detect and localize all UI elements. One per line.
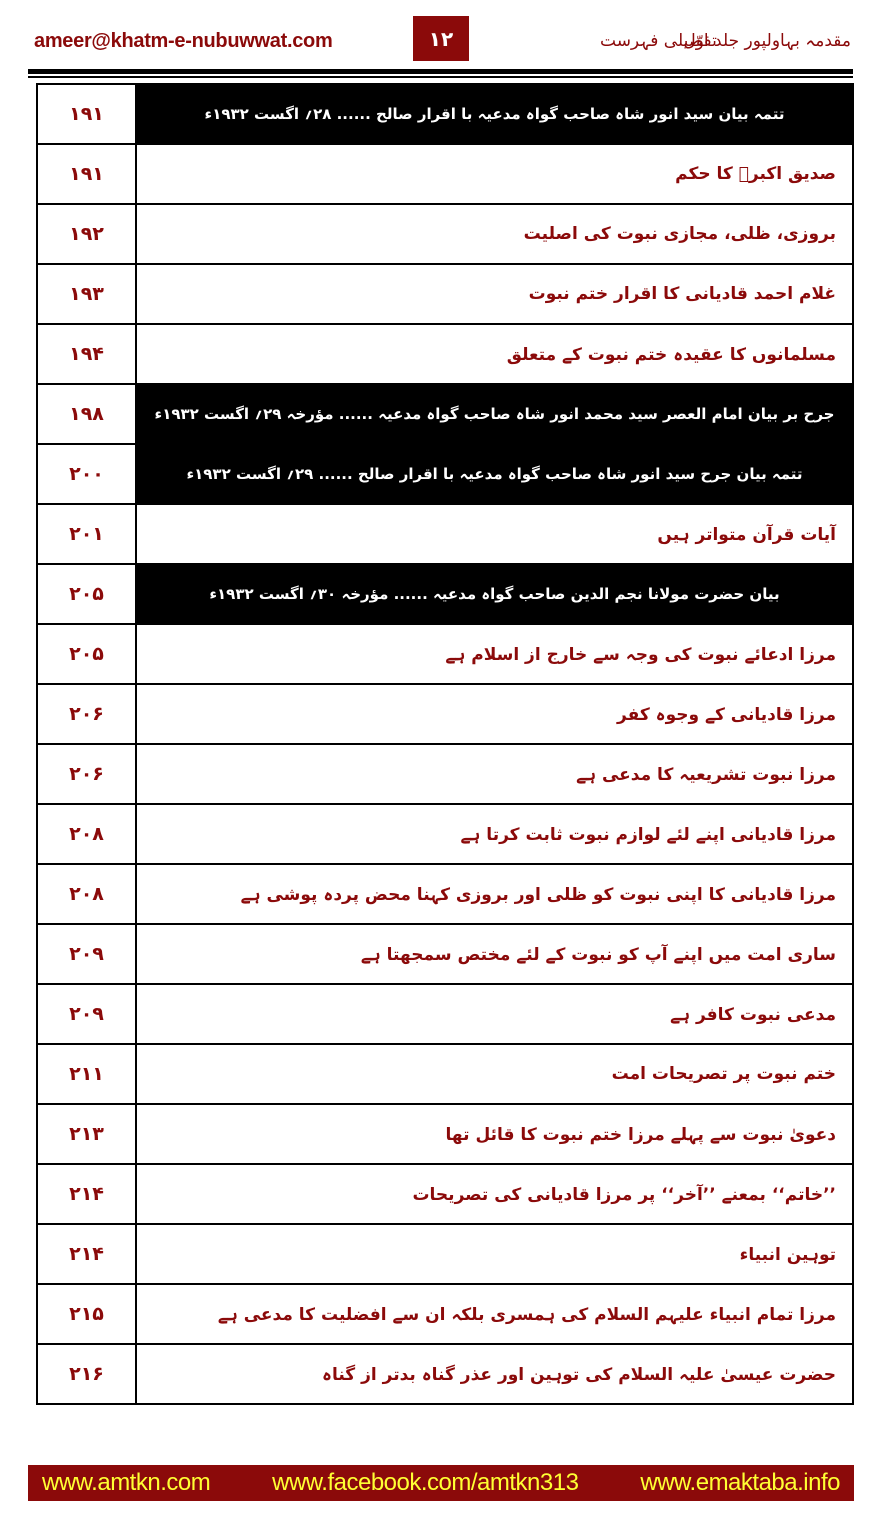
toc-page-number: ۱۹۸: [37, 384, 136, 444]
footer-link-facebook[interactable]: www.facebook.com/amtkn313: [272, 1469, 579, 1496]
toc-entry-title: مرزا نبوت تشریعیہ کا مدعی ہے: [136, 744, 853, 804]
toc-entry-title: مرزا ادعائے نبوت کی وجہ سے خارج از اسلام ہے: [136, 624, 853, 684]
toc-section-row: [37, 564, 853, 624]
footer-bar: [28, 1465, 854, 1501]
toc-entry-title: حضرت عیسیٰ علیہ السلام کی توہین اور عذر گناہ بدتر از گناہ: [136, 1344, 853, 1404]
toc-row: [37, 324, 853, 384]
toc-entry-title: توہین انبیاء: [136, 1224, 853, 1284]
toc-entry-title: آیات قرآن متواتر ہیں: [136, 504, 853, 564]
toc-row: [37, 744, 853, 804]
toc-page-number: ۲۱۴: [37, 1164, 136, 1224]
toc-row: [37, 624, 853, 684]
toc-section-row: [37, 84, 853, 144]
toc-row: [37, 1164, 853, 1224]
toc-row: [37, 504, 853, 564]
toc-page-number: ۲۰۶: [37, 684, 136, 744]
toc-row: [37, 864, 853, 924]
header-email: ameer@khatm-e-nubuwwat.com: [34, 30, 333, 52]
toc-page-number: ۲۰۸: [37, 804, 136, 864]
toc-section-row: [37, 384, 853, 444]
toc-entry-title: ختم نبوت پر تصریحات امت: [136, 1044, 853, 1104]
toc-section-heading: بیان حضرت مولانا نجم الدین صاحب گواہ مدعیہ ...... مؤرخہ ۳۰؍ اگست ۱۹۳۲ء: [136, 564, 853, 624]
toc-row: [37, 144, 853, 204]
toc-section-heading: تتمہ بیان سید انور شاہ صاحب گواہ مدعیہ با اقرار صالح ...... ۲۸؍ اگست ۱۹۳۲ء: [136, 84, 853, 144]
toc-entry-title: مرزا تمام انبیاء علیہم السلام کی ہمسری بلکہ ان سے افضلیت کا مدعی ہے: [136, 1284, 853, 1344]
toc-entry-title: غلام احمد قادیانی کا اقرار ختم نبوت: [136, 264, 853, 324]
toc-page-number: ۱۹۱: [37, 144, 136, 204]
toc-row: [37, 1044, 853, 1104]
header-rule-thin: [28, 76, 853, 78]
header-section-title: تفصیلی فہرست: [600, 31, 717, 51]
toc-page-number: ۲۰۹: [37, 924, 136, 984]
toc-entry-title: مرزا قادیانی کا اپنی نبوت کو ظلی اور بروزی کہنا محض پردہ پوشی ہے: [136, 864, 853, 924]
footer-link-amtkn[interactable]: www.amtkn.com: [42, 1469, 211, 1496]
toc-entry-title: مسلمانوں کا عقیدہ ختم نبوت کے متعلق: [136, 324, 853, 384]
toc-page-number: ۲۱۵: [37, 1284, 136, 1344]
toc-page-number: ۲۱۳: [37, 1104, 136, 1164]
toc-page-number: ۲۰۸: [37, 864, 136, 924]
toc-page-number: ۲۰۰: [37, 444, 136, 504]
toc-entry-title: دعویٰ نبوت سے پہلے مرزا ختم نبوت کا قائل تھا: [136, 1104, 853, 1164]
toc-row: [37, 924, 853, 984]
toc-row: [37, 804, 853, 864]
footer-link-emaktaba[interactable]: www.emaktaba.info: [640, 1469, 840, 1496]
toc-row: [37, 1104, 853, 1164]
toc-page-number: ۲۰۵: [37, 564, 136, 624]
toc-page-number: ۲۰۹: [37, 984, 136, 1044]
toc-page-number: ۲۱۴: [37, 1224, 136, 1284]
toc-page-number: ۲۱۶: [37, 1344, 136, 1404]
toc-row: [37, 1344, 853, 1404]
toc-page-number: ۱۹۳: [37, 264, 136, 324]
toc-page-number: ۱۹۴: [37, 324, 136, 384]
toc-entry-title: ساری امت میں اپنے آپ کو نبوت کے لئے مختص سمجھتا ہے: [136, 924, 853, 984]
toc-entry-title: صدیق اکبرؓ کا حکم: [136, 144, 853, 204]
toc-page-number: ۲۱۱: [37, 1044, 136, 1104]
toc-entry-title: مرزا قادیانی اپنے لئے لوازم نبوت ثابت کرتا ہے: [136, 804, 853, 864]
toc-entry-title: بروزی، ظلی، مجازی نبوت کی اصلیت: [136, 204, 853, 264]
toc-row: [37, 264, 853, 324]
toc-entry-title: مدعی نبوت کافر ہے: [136, 984, 853, 1044]
toc-row: [37, 984, 853, 1044]
toc-page-number: ۲۰۶: [37, 744, 136, 804]
table-of-contents: [36, 83, 854, 1405]
toc-row: [37, 204, 853, 264]
toc-entry-title: ’’خاتم‘‘ بمعنے ’’آخر‘‘ پر مرزا قادیانی کی تصریحات: [136, 1164, 853, 1224]
toc-section-heading: تتمہ بیان جرح سید انور شاہ صاحب گواہ مدعیہ با اقرار صالح ...... ۲۹؍ اگست ۱۹۳۲ء: [136, 444, 853, 504]
header-rule: [28, 69, 853, 74]
header-book-title: مقدمہ بہاولپور جلد اوّل: [683, 31, 851, 51]
toc-row: [37, 1224, 853, 1284]
toc-section-heading: جرح بر بیان امام العصر سید محمد انور شاہ صاحب گواہ مدعیہ ...... مؤرخہ ۲۹؍ اگست ۱۹۳۲ء: [136, 384, 853, 444]
toc-section-row: [37, 444, 853, 504]
toc-entry-title: مرزا قادیانی کے وجوہ کفر: [136, 684, 853, 744]
toc-page-number: ۱۹۲: [37, 204, 136, 264]
toc-row: [37, 1284, 853, 1344]
toc-page-number: ۱۹۱: [37, 84, 136, 144]
toc-row: [37, 684, 853, 744]
toc-page-number: ۲۰۱: [37, 504, 136, 564]
page-number: ۱۲: [413, 16, 469, 61]
toc-page-number: ۲۰۵: [37, 624, 136, 684]
